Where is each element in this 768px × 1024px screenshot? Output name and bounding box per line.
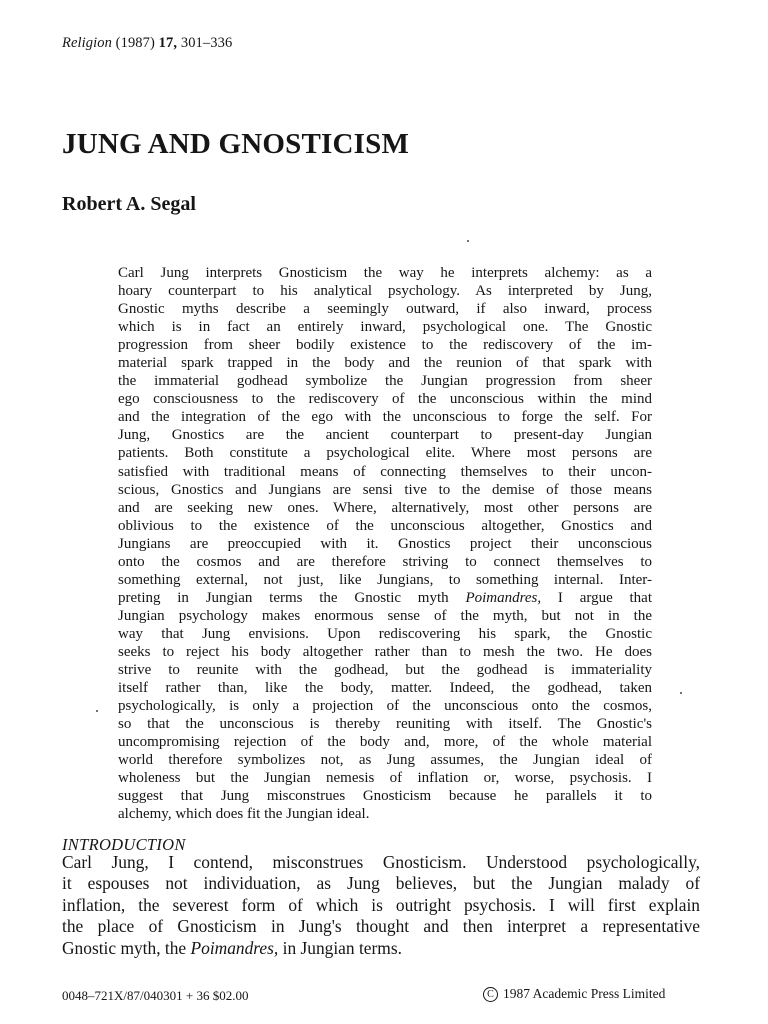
abstract-line-end: I argue that <box>557 589 653 606</box>
abstract-line: Jungian psychology makes enormous sense of the myth, but not in the <box>118 607 652 624</box>
intro-line-start: Gnostic myth, the <box>62 937 187 958</box>
abstract-line: satisfied with traditional means of connecting themselves to their uncon- <box>118 463 652 480</box>
abstract-line: patients. Both constitute a psychological elite. Where most persons are <box>118 445 652 462</box>
abstract-line: and are seeking new ones. Where, alternatively, most other persons are <box>118 499 652 516</box>
abstract-line: psychologically, is only a projection of the unconscious onto the cosmos, <box>118 698 652 715</box>
abstract-line: Gnostic myths describe a seemingly outward, if also inward, process <box>118 301 652 318</box>
intro-line: inflation, the severest form of which is outright psychosis. I will first explain <box>62 894 700 915</box>
abstract-line: material spark trapped in the body and the reunion of that spark with <box>118 355 652 372</box>
abstract-line: wholeness but the Jungian nemesis of inflation or, worse, psychosis. I <box>118 770 652 787</box>
abstract-line: strive to reunite with the godhead, but the godhead is immateriality <box>118 662 652 679</box>
abstract-line: itself rather than, like the body, matter. Indeed, the godhead, taken <box>118 680 652 697</box>
abstract-line: alchemy, which does fit the Jungian ideal. <box>118 806 370 823</box>
scan-speck <box>467 240 469 242</box>
abstract-line: so that the unconscious is thereby reuniting with itself. The Gnostic's <box>118 716 652 733</box>
poimandres-title: Poimandres, <box>190 937 279 958</box>
article-code: 0048–721X/87/040301 + 36 $02.00 <box>62 988 249 1003</box>
abstract-line: world therefore symbolizes not, as Jung assumes, the Jungian ideal of <box>118 752 652 769</box>
abstract-line: scious, Gnostics and Jungians are sensi tive to the demise of those means <box>118 481 652 498</box>
abstract-line: Jung, Gnostics are the ancient counterpart to present-day Jungian <box>118 427 652 444</box>
intro-line: it espouses not individuation, as Jung believes, but the Jungian malady of <box>62 873 700 894</box>
abstract-line: way that Jung envisions. Upon rediscovering his spark, the Gnostic <box>118 625 652 642</box>
intro-line-with-title <box>62 938 700 959</box>
article-title: JUNG AND GNOSTICISM <box>62 128 410 160</box>
abstract-line: something external, not just, like Jungians, to something internal. Inter- <box>118 571 652 588</box>
abstract-line: ego consciousness to the rediscovery of the unconscious within the mind <box>118 391 652 408</box>
copyright-notice <box>483 986 665 1002</box>
introduction-heading: INTRODUCTION <box>62 835 186 854</box>
intro-line: the place of Gnosticism in Jung's thought and then interpret a representative <box>62 916 700 937</box>
abstract-line: progression from sheer bodily existence to the rediscovery of the im- <box>118 337 652 354</box>
journal-year: (1987) <box>115 35 155 51</box>
abstract-line-with-title <box>118 589 652 607</box>
abstract-line: Carl Jung interprets Gnosticism the way he interprets alchemy: as a <box>118 265 652 281</box>
abstract-line: uncompromising rejection of the body and, more, of the whole material <box>118 734 652 751</box>
abstract-line: the immaterial godhead symbolize the Jungian progression from sheer <box>118 373 652 390</box>
abstract-line: which is in fact an entirely inward, psychological one. The Gnostic <box>118 319 652 336</box>
abstract-line: suggest that Jung misconstrues Gnosticism because he parallels it to <box>118 788 652 805</box>
scan-speck <box>96 710 98 712</box>
abstract-line: and the integration of the ego with the unconscious to forge the self. For <box>118 409 652 426</box>
article-author: Robert A. Segal <box>62 193 196 215</box>
intro-line: Carl Jung, I contend, misconstrues Gnosticism. Understood psychologically, <box>62 852 700 872</box>
poimandres-title: Poimandres, <box>465 589 542 606</box>
journal-citation <box>62 35 232 52</box>
abstract-line-start: preting in Jungian terms the Gnostic myth <box>118 589 449 606</box>
abstract <box>118 264 652 823</box>
intro-line-end: in Jungian terms. <box>282 937 402 958</box>
copyright-icon: C <box>483 987 498 1002</box>
abstract-line: hoary counterpart to his analytical psychology. As interpreted by Jung, <box>118 283 652 300</box>
scan-speck <box>680 692 682 694</box>
journal-volume: 17, <box>158 35 178 51</box>
journal-pages: 301–336 <box>180 35 233 51</box>
abstract-line: seeks to reject his body altogether rather than to mesh the two. He does <box>118 643 652 660</box>
abstract-line: Jungians are preoccupied with it. Gnostics project their unconscious <box>118 535 652 552</box>
abstract-line: onto the cosmos and are therefore striving to connect themselves to <box>118 553 652 570</box>
introduction-paragraph <box>62 852 700 959</box>
journal-name: Religion <box>62 35 112 51</box>
publisher: 1987 Academic Press Limited <box>503 986 666 1001</box>
abstract-line: oblivious to the existence of the unconscious altogether, Gnostics and <box>118 517 652 534</box>
